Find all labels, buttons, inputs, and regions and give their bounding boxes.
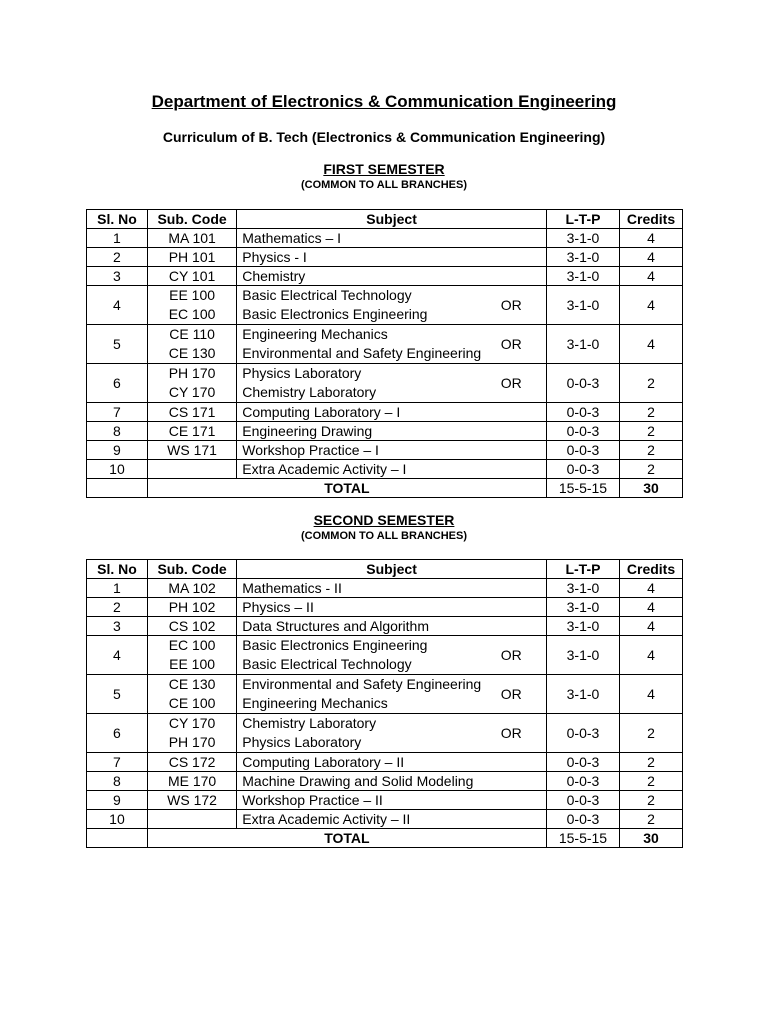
sub-code: CY 170 xyxy=(168,715,216,731)
ltp-cell: 3-1-0 xyxy=(546,617,619,636)
or-cell: OR xyxy=(501,325,547,364)
credits-header: Credits xyxy=(620,560,683,579)
or-cell xyxy=(501,267,547,286)
ltp-cell: 3-1-0 xyxy=(546,248,619,267)
sub-code: CS 172 xyxy=(168,754,216,770)
sl-no-cell: 2 xyxy=(87,598,148,617)
sl-no-cell: 8 xyxy=(87,422,148,441)
sub-code: CE 130 xyxy=(168,676,216,692)
sub-code: CE 171 xyxy=(168,423,216,439)
sub-code: CY 170 xyxy=(168,384,216,400)
subject-name: Chemistry Laboratory xyxy=(242,384,377,400)
sub-code: EE 100 xyxy=(169,656,216,672)
subject-cell xyxy=(237,441,501,460)
sl-no-cell: 9 xyxy=(87,791,148,810)
subject-cell xyxy=(237,579,501,598)
sub-code: MA 102 xyxy=(168,580,216,596)
ltp-header: L-T-P xyxy=(546,560,619,579)
course-row xyxy=(87,403,683,422)
page-subtitle: Curriculum of B. Tech (Electronics & Communication Engineering) xyxy=(162,129,606,145)
sub-code-cell xyxy=(147,403,236,422)
header-row xyxy=(87,560,683,579)
first-semester-table xyxy=(86,209,683,498)
sub-code-cell xyxy=(147,636,236,675)
subject-name: Physics Laboratory xyxy=(242,734,362,750)
sub-code: ME 170 xyxy=(167,773,217,789)
sl-no-cell: 2 xyxy=(87,248,148,267)
course-row xyxy=(87,441,683,460)
or-cell xyxy=(501,441,547,460)
subject-name: Extra Academic Activity – I xyxy=(242,461,407,477)
ltp-cell: 3-1-0 xyxy=(546,267,619,286)
course-row xyxy=(87,791,683,810)
credits-cell: 2 xyxy=(620,810,683,829)
sub-code: CY 101 xyxy=(168,268,216,284)
credits-header: Credits xyxy=(620,210,683,229)
sub-code-cell xyxy=(147,791,236,810)
subject-name: Basic Electrical Technology xyxy=(242,287,412,303)
course-row xyxy=(87,598,683,617)
sub-code: CS 102 xyxy=(168,618,216,634)
sl-no-header: Sl. No xyxy=(87,560,148,579)
subject-cell xyxy=(237,810,501,829)
ltp-cell: 0-0-3 xyxy=(546,364,619,403)
ltp-cell: 0-0-3 xyxy=(546,403,619,422)
or-cell xyxy=(501,772,547,791)
sub-code-cell xyxy=(147,441,236,460)
sl-no-cell: 8 xyxy=(87,772,148,791)
sub-code-cell xyxy=(147,325,236,364)
empty-cell xyxy=(87,829,148,848)
subject-name: Mathematics - II xyxy=(242,580,342,596)
sub-code: CS 171 xyxy=(168,404,216,420)
second-semester-note: (COMMON TO ALL BRANCHES) xyxy=(300,530,467,542)
course-row xyxy=(87,248,683,267)
second-semester-table xyxy=(86,559,683,848)
or-cell xyxy=(501,422,547,441)
subject-name: Data Structures and Algorithm xyxy=(242,618,430,634)
subject-name: Engineering Drawing xyxy=(242,423,373,439)
total-credits: 30 xyxy=(620,479,683,498)
subject-cell xyxy=(237,617,501,636)
ltp-cell: 3-1-0 xyxy=(546,286,619,325)
total-label: TOTAL xyxy=(147,479,546,498)
ltp-cell: 0-0-3 xyxy=(546,422,619,441)
subject-name: Basic Electronics Engineering xyxy=(242,306,428,322)
ltp-cell: 3-1-0 xyxy=(546,598,619,617)
sl-no-cell: 4 xyxy=(87,286,148,325)
credits-cell: 2 xyxy=(620,714,683,753)
credits-cell: 2 xyxy=(620,753,683,772)
second-semester-title: SECOND SEMESTER xyxy=(313,512,455,528)
course-row xyxy=(87,675,683,714)
sl-no-cell: 6 xyxy=(87,714,148,753)
subject-cell xyxy=(237,364,501,403)
subject-cell xyxy=(237,636,501,675)
sub-code-cell xyxy=(147,810,236,829)
sub-code-cell xyxy=(147,267,236,286)
or-cell: OR xyxy=(501,675,547,714)
course-row xyxy=(87,460,683,479)
credits-cell: 4 xyxy=(620,286,683,325)
sub-code-cell xyxy=(147,579,236,598)
course-row xyxy=(87,772,683,791)
sl-no-cell: 4 xyxy=(87,636,148,675)
subject-cell xyxy=(237,267,501,286)
or-cell xyxy=(501,460,547,479)
credits-cell: 4 xyxy=(620,675,683,714)
sub-code: CE 110 xyxy=(169,326,215,342)
or-cell xyxy=(501,617,547,636)
header-row xyxy=(87,210,683,229)
sl-no-cell: 9 xyxy=(87,441,148,460)
or-cell xyxy=(501,791,547,810)
subject-name: Machine Drawing and Solid Modeling xyxy=(242,773,474,789)
credits-cell: 2 xyxy=(620,403,683,422)
sub-code: PH 102 xyxy=(168,599,216,615)
first-semester-title: FIRST SEMESTER xyxy=(323,161,445,177)
subject-name: Physics – II xyxy=(242,599,314,615)
sub-code: CE 130 xyxy=(168,345,216,361)
subject-name: Computing Laboratory – I xyxy=(242,404,401,420)
subject-name: Environmental and Safety Engineering xyxy=(242,676,482,692)
subject-cell xyxy=(237,460,501,479)
credits-cell: 2 xyxy=(620,791,683,810)
ltp-header: L-T-P xyxy=(546,210,619,229)
sl-no-cell: 3 xyxy=(87,617,148,636)
sub-code: PH 101 xyxy=(168,249,216,265)
subject-name: Physics - I xyxy=(242,249,307,265)
sub-code: WS 171 xyxy=(167,442,217,458)
sl-no-cell: 5 xyxy=(87,325,148,364)
or-cell xyxy=(501,810,547,829)
or-cell xyxy=(501,579,547,598)
ltp-cell: 3-1-0 xyxy=(546,325,619,364)
sub-code-cell xyxy=(147,422,236,441)
sub-code: CE 100 xyxy=(168,695,216,711)
credits-cell: 4 xyxy=(620,617,683,636)
subject-cell xyxy=(237,598,501,617)
credits-cell: 4 xyxy=(620,248,683,267)
or-cell xyxy=(501,753,547,772)
credits-cell: 4 xyxy=(620,325,683,364)
course-row xyxy=(87,579,683,598)
sub-code-header: Sub. Code xyxy=(147,210,236,229)
sl-no-cell: 1 xyxy=(87,229,148,248)
sub-code-cell xyxy=(147,753,236,772)
or-cell: OR xyxy=(501,286,547,325)
subject-name: Mathematics – I xyxy=(242,230,342,246)
course-row xyxy=(87,325,683,364)
ltp-cell: 3-1-0 xyxy=(546,675,619,714)
ltp-cell: 3-1-0 xyxy=(546,579,619,598)
sub-code: PH 170 xyxy=(168,365,216,381)
ltp-cell: 0-0-3 xyxy=(546,460,619,479)
credits-cell: 2 xyxy=(620,772,683,791)
ltp-cell: 0-0-3 xyxy=(546,441,619,460)
credits-cell: 2 xyxy=(620,441,683,460)
sub-code: MA 101 xyxy=(168,230,216,246)
subject-header: Subject xyxy=(237,210,547,229)
credits-cell: 4 xyxy=(620,598,683,617)
sl-no-cell: 1 xyxy=(87,579,148,598)
sub-code: EC 100 xyxy=(168,637,216,653)
total-credits: 30 xyxy=(620,829,683,848)
sl-no-cell: 7 xyxy=(87,753,148,772)
course-row xyxy=(87,267,683,286)
sub-code-cell xyxy=(147,460,236,479)
ltp-cell: 0-0-3 xyxy=(546,810,619,829)
sub-code: EE 100 xyxy=(169,287,216,303)
subject-header: Subject xyxy=(237,560,547,579)
total-label: TOTAL xyxy=(147,829,546,848)
sl-no-header: Sl. No xyxy=(87,210,148,229)
ltp-cell: 0-0-3 xyxy=(546,772,619,791)
or-cell xyxy=(501,598,547,617)
sub-code-cell xyxy=(147,598,236,617)
page-title: Department of Electronics & Communication Engineering xyxy=(151,92,617,111)
or-cell: OR xyxy=(501,636,547,675)
subject-cell xyxy=(237,753,501,772)
sub-code-cell xyxy=(147,772,236,791)
sub-code-cell xyxy=(147,364,236,403)
course-row xyxy=(87,229,683,248)
subject-name: Environmental and Safety Engineering xyxy=(242,345,482,361)
empty-cell xyxy=(87,479,148,498)
subject-cell xyxy=(237,248,501,267)
sub-code-cell xyxy=(147,714,236,753)
subject-cell xyxy=(237,791,501,810)
subject-name: Workshop Practice – I xyxy=(242,442,379,458)
subject-name: Engineering Mechanics xyxy=(242,326,388,342)
sl-no-cell: 10 xyxy=(87,810,148,829)
course-row xyxy=(87,810,683,829)
sl-no-cell: 10 xyxy=(87,460,148,479)
course-row xyxy=(87,286,683,325)
sub-code-cell xyxy=(147,675,236,714)
course-row xyxy=(87,422,683,441)
sl-no-cell: 7 xyxy=(87,403,148,422)
first-semester-note: (COMMON TO ALL BRANCHES) xyxy=(300,179,467,191)
sub-code-header: Sub. Code xyxy=(147,560,236,579)
subject-name: Extra Academic Activity – II xyxy=(242,811,411,827)
or-cell xyxy=(501,229,547,248)
subject-name: Chemistry Laboratory xyxy=(242,715,377,731)
sl-no-cell: 3 xyxy=(87,267,148,286)
sub-code-cell xyxy=(147,286,236,325)
sub-code-cell xyxy=(147,617,236,636)
sl-no-cell: 6 xyxy=(87,364,148,403)
subject-cell xyxy=(237,229,501,248)
course-row xyxy=(87,617,683,636)
sub-code: EC 100 xyxy=(168,306,216,322)
ltp-cell: 0-0-3 xyxy=(546,791,619,810)
sub-code: WS 172 xyxy=(167,792,217,808)
course-row xyxy=(87,636,683,675)
total-row xyxy=(87,479,683,498)
ltp-cell: 3-1-0 xyxy=(546,636,619,675)
sub-code: PH 170 xyxy=(168,734,216,750)
or-cell xyxy=(501,248,547,267)
credits-cell: 4 xyxy=(620,579,683,598)
sub-code-cell xyxy=(147,229,236,248)
sub-code-cell xyxy=(147,248,236,267)
subject-name: Physics Laboratory xyxy=(242,365,362,381)
ltp-cell: 0-0-3 xyxy=(546,753,619,772)
sl-no-cell: 5 xyxy=(87,675,148,714)
ltp-cell: 3-1-0 xyxy=(546,229,619,248)
subject-name: Computing Laboratory – II xyxy=(242,754,405,770)
or-cell: OR xyxy=(501,364,547,403)
total-row xyxy=(87,829,683,848)
course-row xyxy=(87,364,683,403)
subject-cell xyxy=(237,772,501,791)
subject-cell xyxy=(237,675,501,714)
subject-cell xyxy=(237,286,501,325)
total-ltp: 15-5-15 xyxy=(546,829,619,848)
subject-name: Engineering Mechanics xyxy=(242,695,388,711)
subject-name: Workshop Practice – II xyxy=(242,792,383,808)
subject-cell xyxy=(237,422,501,441)
subject-name: Chemistry xyxy=(242,268,306,284)
credits-cell: 4 xyxy=(620,267,683,286)
subject-cell xyxy=(237,403,501,422)
credits-cell: 2 xyxy=(620,460,683,479)
subject-cell xyxy=(237,325,501,364)
total-ltp: 15-5-15 xyxy=(546,479,619,498)
subject-cell xyxy=(237,714,501,753)
course-row xyxy=(87,753,683,772)
ltp-cell: 0-0-3 xyxy=(546,714,619,753)
subject-name: Basic Electronics Engineering xyxy=(242,637,428,653)
subject-name: Basic Electrical Technology xyxy=(242,656,412,672)
or-cell: OR xyxy=(501,714,547,753)
credits-cell: 2 xyxy=(620,364,683,403)
credits-cell: 2 xyxy=(620,422,683,441)
or-cell xyxy=(501,403,547,422)
credits-cell: 4 xyxy=(620,636,683,675)
course-row xyxy=(87,714,683,753)
credits-cell: 4 xyxy=(620,229,683,248)
